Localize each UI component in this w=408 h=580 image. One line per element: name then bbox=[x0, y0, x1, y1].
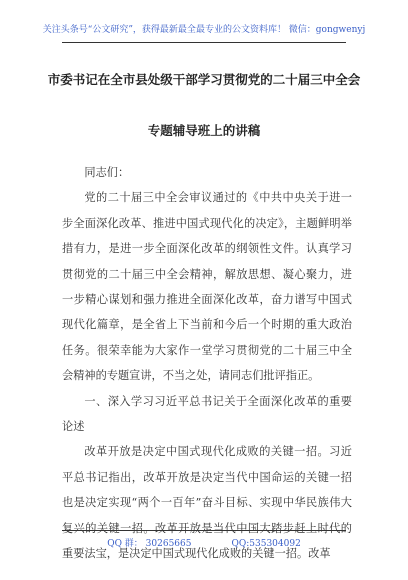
body-paragraph: 党的二十届三中全会审议通过的《中共中央关于进一步全面深化改革、推进中国式现代化的决定》，主题鲜明举措有力，是进一步全面深化改革的纲领性文件。认真学习贯彻党的二十届三中全会精神，解放思想、凝心聚力，进一步精心谋划和强力推进全面深化改革，奋力谱写中国式现代化篇章，是全省上下当前和今后一个时期的重大政治任务。很荣幸能为大家作一堂学习贯彻党的二十届三中全会精神的专题宣讲，不当之处，请同志们批评指正。 bbox=[62, 191, 352, 383]
footer-contact bbox=[0, 536, 408, 549]
document-subtitle: 专题辅导班上的讲稿 bbox=[147, 123, 261, 138]
footer-divider bbox=[62, 530, 346, 531]
header-divider bbox=[62, 42, 346, 43]
document-body bbox=[62, 160, 352, 567]
document-title: 市委书记在全市县处级干部学习贯彻党的二十届三中全会 bbox=[47, 72, 361, 87]
footer-qq-group[interactable]: QQ 群： 30265665 bbox=[107, 539, 192, 549]
salutation: 同志们： bbox=[84, 166, 130, 179]
body-paragraph: 改革开放是决定中国式现代化成败的关键一招。习近平总书记指出，改革开放是决定当代中国命运的关键一招也是决定实现“两个一百年”奋斗目标、实现中华民族伟大复兴的关键一招。改革开放是当代中国大踏步赶上时代的重要法宝，是决定中国式现代化成败的关键一招。改革 bbox=[62, 445, 352, 561]
header-notice[interactable]: 关注头条号“公文研究”，获得最新最全最专业的公文资料库！ 微信：gongwenyj bbox=[42, 25, 366, 35]
footer-qq-number[interactable]: QQ:535304092 bbox=[231, 539, 301, 549]
section-heading: 一、深入学习习近平总书记关于全面深化改革的重要论述 bbox=[62, 394, 352, 434]
